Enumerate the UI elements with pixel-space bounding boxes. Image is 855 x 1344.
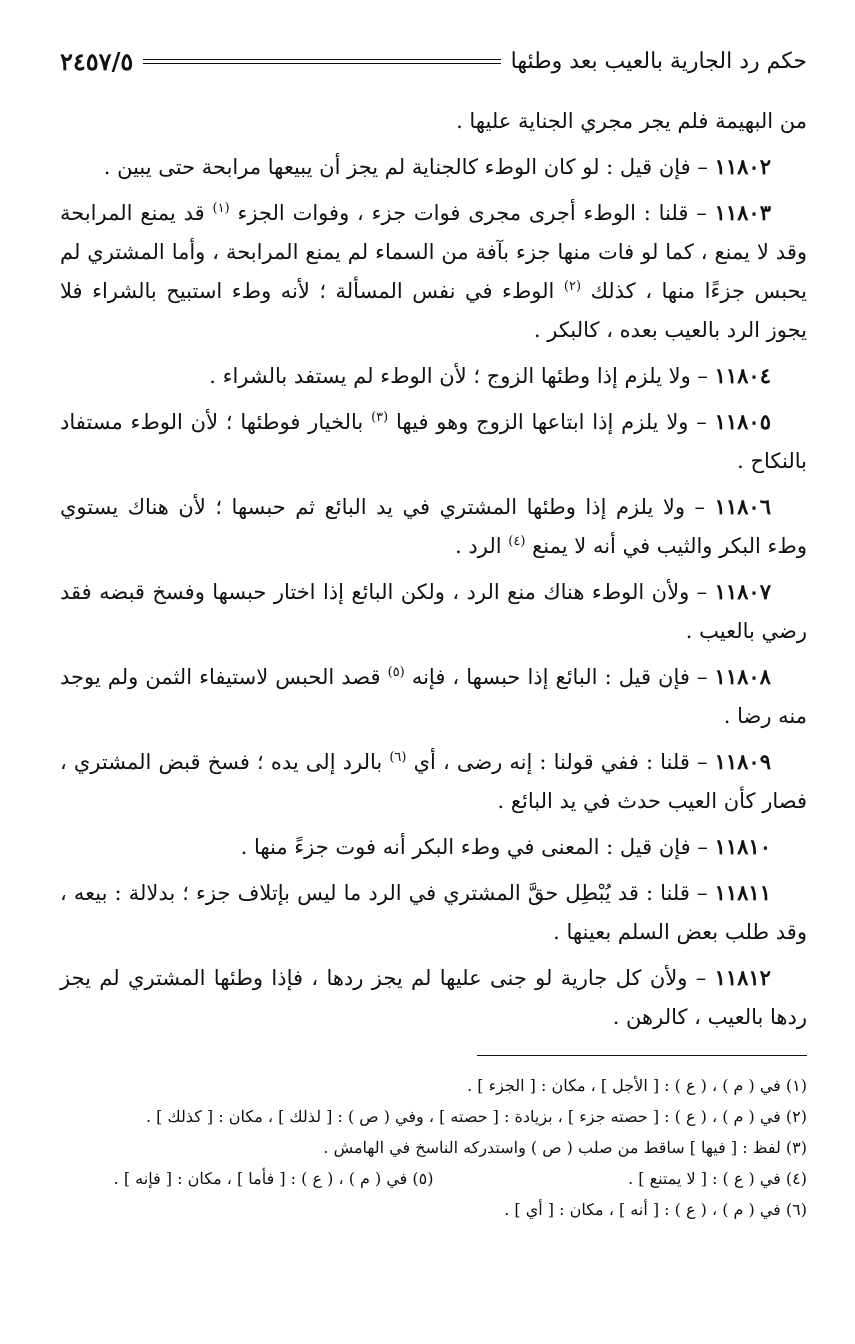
paragraph-number: ١١٨٠٢ xyxy=(714,154,771,179)
paragraph-number: ١١٨٠٣ xyxy=(714,200,771,225)
footnote-3: (٣) لفظ : [ فيها ] ساقط من صلب ( ص ) واستدركه الناسخ في الهامش . xyxy=(323,1138,807,1157)
paragraph-11810: ١١٨١٠ – فإن قيل : المعنى في وطء البكر أنه فوت جزءً منها . xyxy=(240,834,771,859)
paragraph-11812: ١١٨١٢ – ولأن كل جارية لو جنى عليها لم يجز ردها ، فإذا وطئها المشتري لم يجز ردها بالعيب ، كالرهن . xyxy=(60,965,807,1029)
paragraph-text: ولا يلزم إذا وطئها المشتري في يد البائع ثم حبسها ؛ لأن هناك يستوي وطء البكر والثيب في أنه لا يمنع xyxy=(60,495,807,558)
paragraph-number: ١١٨٠٦ xyxy=(714,494,771,519)
footnote-6: (٦) في ( م ) ، ( ع ) : [ أنه ] ، مكان : [ أي ] . xyxy=(504,1200,807,1219)
paragraph-text: قد يمنع المرابحة وقد لا يمنع ، كما لو فات منها جزء بآفة من السماء لم يمنع المرابحة ، وأما المشتري لم يحبس جزءًا منها ، كذلك xyxy=(60,201,807,303)
paragraph-text: ولا يلزم إذا ابتاعها الزوج وهو فيها xyxy=(396,410,689,434)
paragraph-number: ١١٨٠٨ xyxy=(714,664,771,689)
running-title: حكم رد الجارية بالعيب بعد وطئها xyxy=(510,48,807,74)
paragraph-text: الرد . xyxy=(455,534,502,558)
footnote-ref-1[interactable]: (١) xyxy=(212,201,230,216)
paragraph-number: ١١٨١١ xyxy=(714,880,771,905)
paragraph-11811: ١١٨١١ – قلنا : قد يُبْطِل حقَّ المشتري في الرد ما ليس بإتلاف جزء ؛ بدلالة : بيعه ، وقد طلب بعض السلم بعينها . xyxy=(60,880,807,944)
footnote-ref-3[interactable]: (٣) xyxy=(371,410,389,425)
paragraph-text: بالرد إلى يده ؛ فسخ قبض المشتري ، فصار كأن العيب حدث في يد البائع . xyxy=(60,750,807,813)
footnote-1: (١) في ( م ) ، ( ع ) : [ الأجل ] ، مكان : [ الجزء ] . xyxy=(467,1076,807,1095)
paragraph-11806: ١١٨٠٦ – ولا يلزم إذا وطئها المشتري في يد البائع ثم حبسها ؛ لأن هناك يستوي وطء البكر والثيب في أنه لا يمنع $^{(٤)}$ الرد . xyxy=(60,494,807,558)
paragraph-text: قلنا : الوطء أجرى مجرى فوات جزء ، وفوات الجزء xyxy=(237,201,689,225)
paragraph-11802: ١١٨٠٢ – فإن قيل : لو كان الوطء كالجناية لم يجز أن يبيعها مرابحة حتى يبين . xyxy=(103,154,771,179)
book-page xyxy=(60,40,807,1304)
paragraph-text: قلنا : قد يُبْطِل حقَّ المشتري في الرد ما ليس بإتلاف جزء ؛ بدلالة : بيعه ، وقد طلب بعض السلم بعينها . xyxy=(60,881,807,944)
footnote-5: (٥) في ( م ) ، ( ع ) : [ فأما ] ، مكان : [ فإنه ] . xyxy=(113,1169,434,1188)
body-text xyxy=(60,102,807,1037)
footnote-ref-5[interactable]: (٥) xyxy=(387,665,405,680)
paragraph-number: ١١٨٠٩ xyxy=(714,749,771,774)
paragraph-number: ١١٨٠٥ xyxy=(714,409,771,434)
paragraph-number: ١١٨١٠ xyxy=(714,834,771,859)
footnote-separator xyxy=(477,1055,807,1056)
paragraph-text: فإن قيل : المعنى في وطء البكر أنه فوت جزءً منها . xyxy=(240,835,691,859)
paragraph-text: ولأن الوطء هناك منع الرد ، ولكن البائع إذا اختار حبسها وفسخ قبضه فقد رضي بالعيب . xyxy=(60,580,807,643)
paragraph-11807: ١١٨٠٧ – ولأن الوطء هناك منع الرد ، ولكن البائع إذا اختار حبسها وفسخ قبضه فقد رضي بالعيب . xyxy=(60,579,807,643)
paragraph-number: ١١٨٠٧ xyxy=(714,579,771,604)
footnote-ref-6[interactable]: (٦) xyxy=(389,750,407,765)
paragraph-11808: ١١٨٠٨ – فإن قيل : البائع إذا حبسها ، فإنه $^{(٥)}$ قصد الحبس لاستيفاء الثمن ولم يوجد منه رضا . xyxy=(60,664,807,728)
paragraph-11804: ١١٨٠٤ – ولا يلزم إذا وطئها الزوج ؛ لأن الوطء لم يستفد بالشراء . xyxy=(209,363,771,388)
footnote-ref-4[interactable]: (٤) xyxy=(508,534,526,549)
running-header xyxy=(60,40,807,82)
paragraph-text: بالخيار فوطئها ؛ لأن الوطء مستفاد بالنكاح . xyxy=(60,410,807,473)
footnote-row-4-5 xyxy=(60,1163,807,1194)
continuation-line: من البهيمة فلم يجر مجري الجناية عليها . xyxy=(456,109,807,133)
footnote-2: (٢) في ( م ) ، ( ع ) : [ حصته جزء ] ، بزيادة : [ حصته ] ، وفي ( ص ) : [ لذلك ] ، مكان : [ كذلك ] . xyxy=(145,1107,807,1126)
paragraph-11803: ١١٨٠٣ – قلنا : الوطء أجرى مجرى فوات جزء ، وفوات الجزء $^{(١)}$ قد يمنع المرابحة وقد لا يمنع ، كما لو فات منها جزء بآفة من السماء لم يمنع المرابحة ، وأما المشتري لم يحبس جزءًا منها ، كذلك $^{(٢)}$ الوطء في نفس المسألة ؛ لأنه وطء استبيح بالشراء فلا يجوز الرد بالعيب بعده ، كالبكر . xyxy=(60,200,807,342)
paragraph-11805: ١١٨٠٥ – ولا يلزم إذا ابتاعها الزوج وهو فيها $^{(٣)}$ بالخيار فوطئها ؛ لأن الوطء مستفاد بالنكاح . xyxy=(60,409,807,473)
paragraph-text: قلنا : ففي قولنا : إنه رضى ، أي xyxy=(413,750,690,774)
footnote-4: (٤) في ( ع ) : [ لا يمتنع ] . xyxy=(628,1169,807,1188)
paragraph-text: ولا يلزم إذا وطئها الزوج ؛ لأن الوطء لم يستفد بالشراء . xyxy=(209,364,691,388)
paragraph-11809: ١١٨٠٩ – قلنا : ففي قولنا : إنه رضى ، أي $^{(٦)}$ بالرد إلى يده ؛ فسخ قبض المشتري ، فصار كأن العيب حدث في يد البائع . xyxy=(60,749,807,813)
header-double-rule xyxy=(143,59,500,64)
footnotes xyxy=(60,1070,807,1225)
paragraph-text: ولأن كل جارية لو جنى عليها لم يجز ردها ، فإذا وطئها المشتري لم يجز ردها بالعيب ، كالرهن . xyxy=(60,966,807,1029)
page-number: ٢٤٥٧/٥ xyxy=(60,46,134,76)
paragraph-text: فإن قيل : البائع إذا حبسها ، فإنه xyxy=(411,665,690,689)
paragraph-text: قصد الحبس لاستيفاء الثمن ولم يوجد منه رضا . xyxy=(60,665,807,728)
paragraph-number: ١١٨٠٤ xyxy=(714,363,771,388)
paragraph-text: الوطء في نفس المسألة ؛ لأنه وطء استبيح بالشراء فلا يجوز الرد بالعيب بعده ، كالبكر . xyxy=(60,279,807,342)
paragraph-number: ١١٨١٢ xyxy=(714,965,771,990)
paragraph-text: فإن قيل : لو كان الوطء كالجناية لم يجز أن يبيعها مرابحة حتى يبين . xyxy=(103,155,691,179)
footnote-ref-2[interactable]: (٢) xyxy=(563,279,582,294)
